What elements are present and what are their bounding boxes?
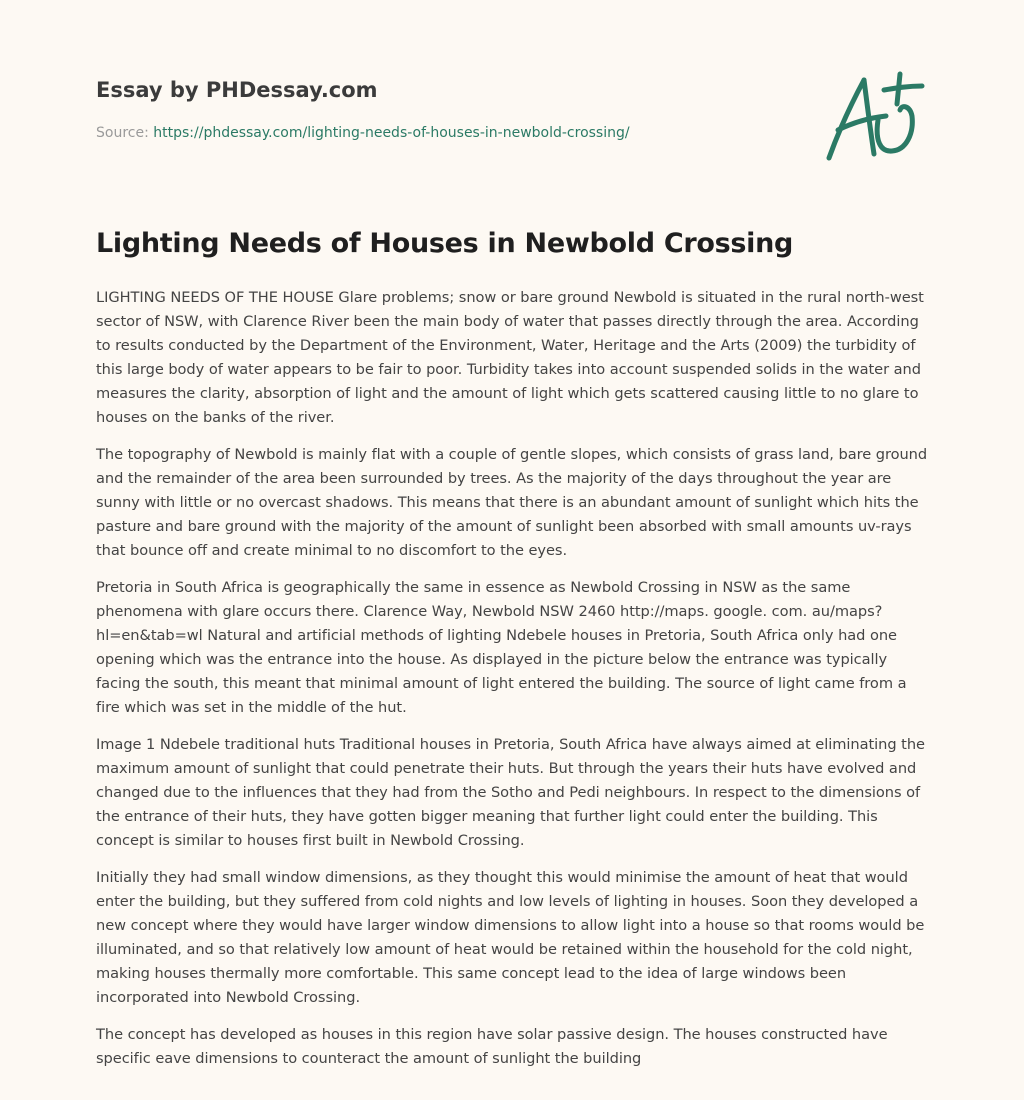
essay-body	[96, 286, 932, 1084]
essay-paragraph: The topography of Newbold is mainly flat with a couple of gentle slopes, which consists of grass land, bare ground and the remainder of the area been surrounded by trees. As the majority of the days throughout the year are sunny with little or no overcast shadows. This means that there is an abundant amount of sunlight which hits the pasture and bare ground with the majority of the amount of sunlight been absorbed with small amounts uv-rays that bounce off and create minimal to no discomfort to the eyes.	[96, 446, 928, 559]
essay-paragraph: Initially they had small window dimensions, as they thought this would minimise the amount of heat that would enter the building, but they suffered from cold nights and low levels of lighting in houses. Soon they developed a new concept where they would have larger window dimensions to allow light into a house so that rooms would be illuminated, and so that relatively low amount of heat would be retained within the household for the cold night, making houses thermally more comfortable. This same concept lead to the idea of large windows been incorporated into Newbold Crossing.	[96, 869, 925, 1006]
essay-title: Lighting Needs of Houses in Newbold Crossing	[96, 228, 794, 259]
source-link[interactable]: https://phdessay.com/lighting-needs-of-houses-in-newbold-crossing/	[153, 125, 630, 141]
source-label: Source:	[96, 125, 149, 141]
essay-paragraph: LIGHTING NEEDS OF THE HOUSE Glare problems; snow or bare ground Newbold is situated in the rural north-west sector of NSW, with Clarence River been the main body of water that passes directly through the area. According to results conducted by the Department of the Environment, Water, Heritage and the Arts (2009) the turbidity of this large body of water appears to be fair to poor. Turbidity takes into account suspended solids in the water and measures the clarity, absorption of light and the amount of light which gets scattered causing little to no glare to houses on the banks of the river.	[96, 289, 924, 426]
source-line	[96, 122, 630, 144]
a-plus-logo-icon	[820, 68, 930, 168]
essay-paragraph: Pretoria in South Africa is geographically the same in essence as Newbold Crossing in NSW as the same phenomena with glare occurs there. Clarence Way, Newbold NSW 2460 http://maps. google. com. au/maps?hl=en&tab=wl Natural and artificial methods of lighting Ndebele houses in Pretoria, South Africa only had one opening which was the entrance into the house. As displayed in the picture below the entrance was typically facing the south, this meant that minimal amount of light entered the building. The source of light came from a fire which was set in the middle of the hut.	[96, 579, 907, 716]
essay-paragraph: Image 1 Ndebele traditional huts Traditional houses in Pretoria, South Africa have always aimed at eliminating the maximum amount of sunlight that could penetrate their huts. But through the years their huts have evolved and changed due to the influences that they had from the Sotho and Pedi neighbours. In respect to the dimensions of the entrance of their huts, they have gotten bigger meaning that further light could enter the building. This concept is similar to houses first built in Newbold Crossing.	[96, 736, 925, 849]
site-brand: Essay by PHDessay.com	[96, 78, 378, 102]
essay-paragraph: The concept has developed as houses in this region have solar passive design. The houses constructed have specific eave dimensions to counteract the amount of sunlight the building	[96, 1026, 888, 1067]
